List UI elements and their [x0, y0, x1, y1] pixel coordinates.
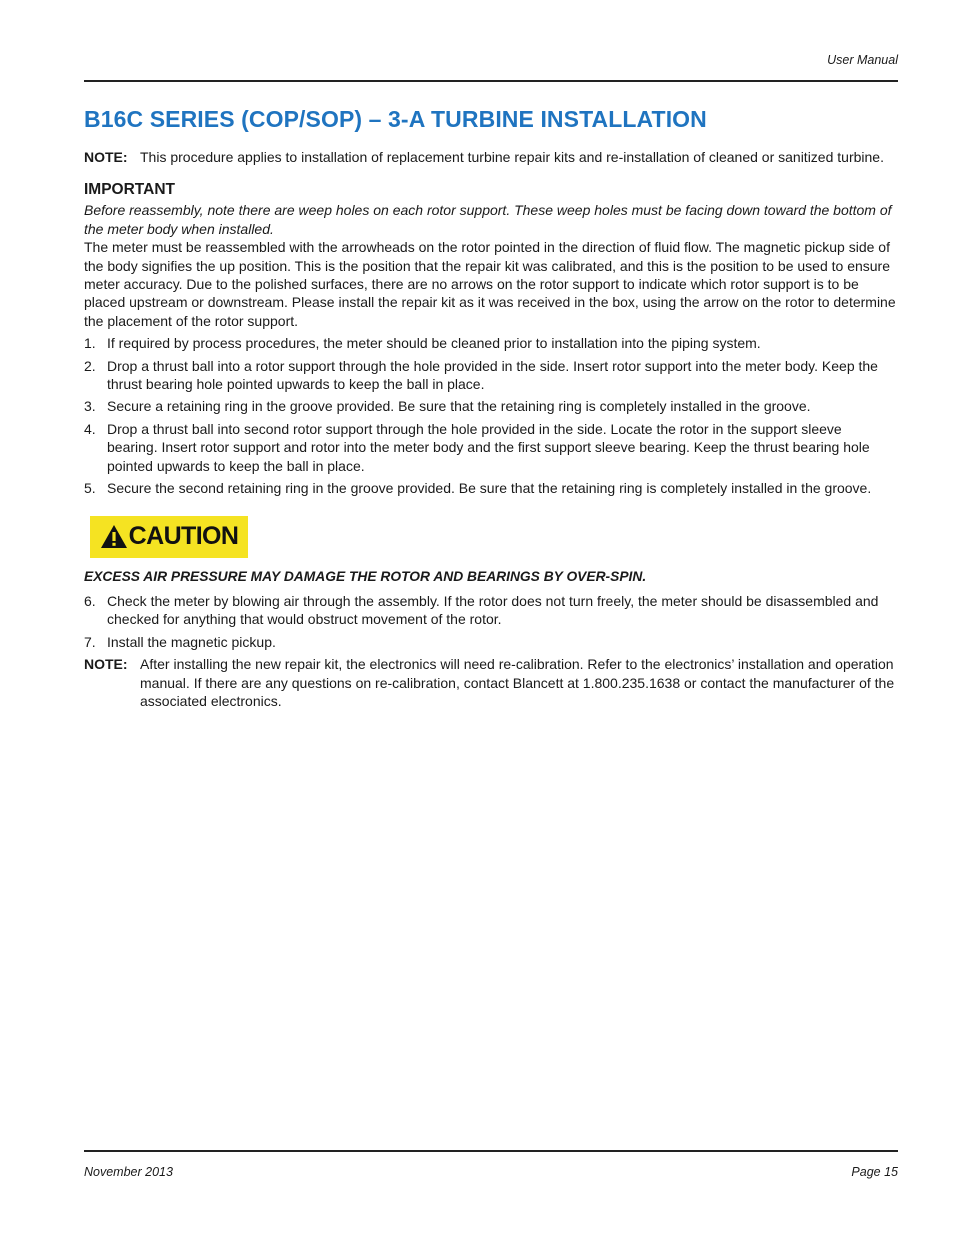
list-item [84, 479, 896, 497]
list-item [84, 420, 896, 475]
list-item [84, 334, 896, 352]
step-number: 1. [84, 335, 96, 352]
footer-rule [84, 1150, 898, 1152]
list-item [84, 592, 896, 629]
note-label: NOTE: [84, 656, 128, 673]
important-italic-text: Before reassembly, note there are weep holes on each rotor support. These weep holes must be facing down toward the bottom of the meter body when installed. [84, 202, 892, 237]
note-intro [84, 148, 896, 166]
list-item [84, 357, 896, 394]
list-item [84, 633, 896, 651]
list-item [84, 397, 896, 415]
page-title: B16C SERIES (COP/SOP) – 3-A TURBINE INSTALLATION [84, 106, 707, 132]
caution-badge [90, 516, 248, 558]
caution-word: CAUTION [128, 522, 239, 551]
steps-list-a [84, 334, 896, 497]
step-text: Check the meter by blowing air through the assembly. If the rotor does not turn freely, the meter should be disassembled and checked for anything that would obstruct movement of the rotor. [107, 592, 879, 628]
step-text: Secure a retaining ring in the groove provided. Be sure that the retaining ring is completely installed in the groove. [107, 398, 811, 415]
step-number: 7. [84, 633, 96, 650]
step-text: Install the magnetic pickup. [107, 633, 276, 650]
step-number: 6. [84, 592, 96, 609]
page-content [84, 104, 896, 710]
important-heading: IMPORTANT [84, 181, 175, 199]
note-recalibration [84, 655, 896, 710]
step-text: Drop a thrust ball into second rotor support through the hole provided in the side. Locate the rotor in the support sleeve bearing. Insert rotor support and rotor into the meter body and the first support sleeve bearing. Keep the thrust bearing hole pointed upwards to keep the ball in place. [107, 420, 870, 474]
step-text: Secure the second retaining ring in the groove provided. Be sure that the retaining ring is completely installed in the groove. [107, 480, 872, 497]
footer-page-number: Page 15 [851, 1165, 898, 1179]
caution-warning-text: EXCESS AIR PRESSURE MAY DAMAGE THE ROTOR AND BEARINGS BY OVER-SPIN. [84, 568, 647, 584]
header-manual-label: User Manual [827, 53, 898, 67]
step-number: 4. [84, 420, 96, 437]
warning-triangle-icon [100, 524, 128, 549]
step-number: 2. [84, 357, 96, 374]
note-text: This procedure applies to installation of replacement turbine repair kits and re-installation of cleaned or sanitized turbine. [140, 149, 884, 165]
note-text: After installing the new repair kit, the electronics will need re-calibration. Refer to the electronics’ installation and operation manual. If there are any questions on re-calibration, contact Blancett at 1.800.235.1638 or contact the manufacturer of the associated electronics. [140, 656, 895, 709]
note-label: NOTE: [84, 149, 128, 165]
header-rule [84, 80, 898, 82]
step-number: 3. [84, 398, 96, 415]
footer-date: November 2013 [84, 1165, 173, 1179]
step-number: 5. [84, 480, 96, 497]
steps-list-b [84, 592, 896, 651]
step-text: Drop a thrust ball into a rotor support through the hole provided in the side. Insert rotor support into the meter body. Keep the thrust bearing hole pointed upwards to keep the ball in place. [107, 357, 878, 393]
step-text: If required by process procedures, the meter should be cleaned prior to installation into the piping system. [107, 335, 761, 352]
important-body-text: The meter must be reassembled with the arrowheads on the rotor pointed in the direction of fluid flow. The magnetic pickup side of the body signifies the up position. This is the position that the repair kit was calibrated, and this is the position to be used to ensure meter accuracy. Due to the polished surfaces, there are no arrows on the rotor support to indicate which rotor support is to be placed upstream or downstream. Please install the repair kit as it was received in the box, using the arrow on the rotor to determine the placement of the rotor support. [84, 239, 896, 329]
